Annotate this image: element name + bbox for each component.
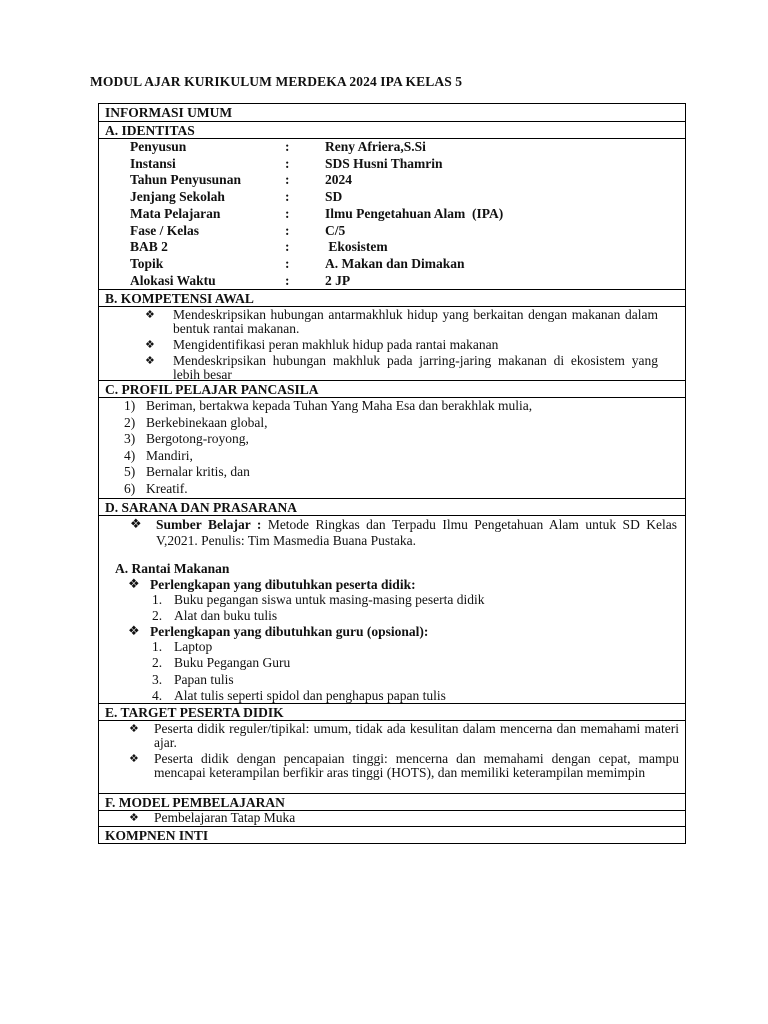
- list-text: Kreatif.: [146, 480, 188, 496]
- list-text: Buku pegangan siswa untuk masing-masing peserta didik: [174, 592, 485, 607]
- diamond-bullet-icon: ❖: [129, 752, 139, 765]
- list-text: Bernalar kritis, dan: [146, 464, 250, 480]
- diamond-bullet-icon: ❖: [145, 338, 155, 351]
- diamond-bullet-icon: ❖: [145, 354, 155, 367]
- list-number: 2): [124, 414, 136, 430]
- list-item: [152, 608, 677, 624]
- model-item: ❖ Pembelajaran Tatap Muka: [129, 810, 296, 825]
- list-item: [152, 672, 677, 688]
- list-item: [124, 464, 679, 481]
- kompetensi-section: [99, 306, 685, 380]
- profil-section: [99, 397, 685, 498]
- identitas-separator: :: [285, 222, 290, 238]
- list-number: 1.: [152, 592, 163, 607]
- list-number: 1): [124, 398, 136, 413]
- target-section: [99, 720, 685, 793]
- list-text: Alat dan buku tulis: [174, 608, 278, 623]
- identitas-value: Ilmu Pengetahuan Alam (IPA): [325, 205, 504, 221]
- identitas-section: [99, 138, 685, 289]
- identitas-value: C/5: [325, 222, 346, 238]
- list-text: Papan tulis: [174, 671, 234, 687]
- identitas-label: Fase / Kelas: [130, 222, 199, 238]
- identitas-label: Alokasi Waktu: [130, 272, 216, 288]
- kompetensi-item: ❖ Mendeskripsikan hubungan makhluk pada jarring-jaring makanan di ekosistem yang lebih besar: [145, 353, 658, 382]
- target-item: ❖ Peserta didik dengan pencapaian tinggi: mencerna dan memahami dengan cepat, mampu mencapai keterampilan berfikir aras tinggi (HOTS), dan memiliki keterampilan memimpin: [129, 751, 679, 780]
- identitas-separator: :: [285, 272, 290, 288]
- identitas-separator: :: [285, 205, 290, 221]
- sarana-section: [99, 515, 685, 703]
- identitas-separator: :: [285, 255, 290, 271]
- identitas-label: Mata Pelajaran: [130, 205, 221, 221]
- list-text: Alat tulis seperti spidol dan penghapus papan tulis: [174, 687, 446, 703]
- identitas-value: 2 JP: [325, 272, 351, 288]
- identitas-value: Ekosistem: [325, 239, 388, 255]
- kompetensi-item: ❖ Mendeskripsikan hubungan antarmakhluk hidup yang berkaitan dengan makanan dalam bentuk rantai makanan.: [145, 307, 658, 336]
- identitas-value: A. Makan dan Dimakan: [325, 255, 465, 271]
- list-text: Laptop: [174, 639, 213, 654]
- identitas-header: A. IDENTITAS: [99, 121, 685, 138]
- informasi-umum-header: INFORMASI UMUM: [105, 105, 233, 120]
- target-item: ❖ Peserta didik reguler/tipikal: umum, tidak ada kesulitan dalam mencerna dan memahami materi ajar.: [129, 721, 679, 750]
- diamond-bullet-icon: ❖: [129, 722, 139, 735]
- list-number: 4): [124, 447, 136, 463]
- module-table: [98, 103, 686, 844]
- identitas-separator: :: [285, 155, 290, 171]
- sumber-belajar: ❖ Sumber Belajar : Metode Ringkas dan Terpadu Ilmu Pengetahuan Alam untuk SD Kelas V,2021. Penulis: Tim Masmedia Buana Pustaka.: [130, 517, 677, 548]
- list-number: 3.: [152, 671, 163, 687]
- identitas-label: BAB 2: [130, 239, 168, 255]
- list-number: 3): [124, 431, 136, 447]
- identitas-value: Reny Afriera,S.Si: [325, 139, 426, 154]
- list-item: [124, 415, 679, 432]
- diamond-bullet-icon: ❖: [129, 811, 139, 824]
- list-item: [124, 398, 679, 415]
- identitas-value: SDS Husni Thamrin: [325, 155, 443, 171]
- list-item: [124, 448, 679, 465]
- diamond-bullet-icon: ❖: [128, 624, 140, 639]
- sarana-header: D. SARANA DAN PRASARANA: [99, 498, 685, 515]
- target-header: E. TARGET PESERTA DIDIK: [99, 703, 685, 720]
- identitas-separator: :: [285, 189, 290, 205]
- identitas-label: Instansi: [130, 155, 176, 171]
- identitas-separator: :: [285, 239, 290, 255]
- identitas-grid: [99, 139, 685, 289]
- list-text: Berkebinekaan global,: [146, 414, 268, 430]
- model-header: F. MODEL PEMBELAJARAN: [99, 793, 685, 810]
- list-number: 2.: [152, 655, 163, 671]
- list-number: 4.: [152, 687, 163, 703]
- identitas-label: Topik: [130, 255, 164, 271]
- list-number: 6): [124, 480, 136, 496]
- rantai-makanan-heading: A. Rantai Makanan: [115, 561, 230, 576]
- model-section: [99, 810, 685, 826]
- list-number: 2.: [152, 608, 163, 623]
- identitas-separator: :: [285, 139, 290, 154]
- list-item: [152, 592, 677, 608]
- identitas-label: Penyusun: [130, 139, 187, 154]
- identitas-label: Jenjang Sekolah: [130, 189, 225, 205]
- list-item: [124, 431, 679, 448]
- identitas-value: SD: [325, 189, 343, 205]
- perlengkapan-peserta-label: ❖ Perlengkapan yang dibutuhkan peserta didik:: [128, 577, 416, 592]
- kompetensi-header: B. KOMPETENSI AWAL: [99, 289, 685, 306]
- list-text: Buku Pegangan Guru: [174, 655, 291, 671]
- kompetensi-item: ❖ Mengidentifikasi peran makhluk hidup pada rantai makanan: [145, 337, 499, 352]
- identitas-separator: :: [285, 172, 290, 188]
- list-item: [124, 481, 679, 498]
- komponen-inti-header: KOMPNEN INTI: [99, 826, 685, 843]
- document-title: MODUL AJAR KURIKULUM MERDEKA 2024 IPA KELAS 5: [90, 74, 463, 89]
- perlengkapan-guru-label: ❖ Perlengkapan yang dibutuhkan guru (opsional):: [128, 624, 429, 639]
- list-item: [152, 639, 677, 655]
- identitas-label: Tahun Penyusunan: [130, 172, 241, 188]
- list-number: 5): [124, 464, 136, 480]
- diamond-bullet-icon: ❖: [130, 517, 142, 532]
- diamond-bullet-icon: ❖: [128, 577, 140, 592]
- diamond-bullet-icon: ❖: [145, 308, 155, 321]
- list-text: Bergotong-royong,: [146, 431, 249, 447]
- identitas-value: 2024: [325, 172, 352, 188]
- list-number: 1.: [152, 639, 163, 654]
- profil-header: C. PROFIL PELAJAR PANCASILA: [99, 380, 685, 397]
- list-item: [152, 688, 677, 704]
- list-item: [152, 655, 677, 671]
- list-text: Mandiri,: [146, 447, 193, 463]
- list-text: Beriman, bertakwa kepada Tuhan Yang Maha Esa dan berakhlak mulia,: [146, 398, 533, 413]
